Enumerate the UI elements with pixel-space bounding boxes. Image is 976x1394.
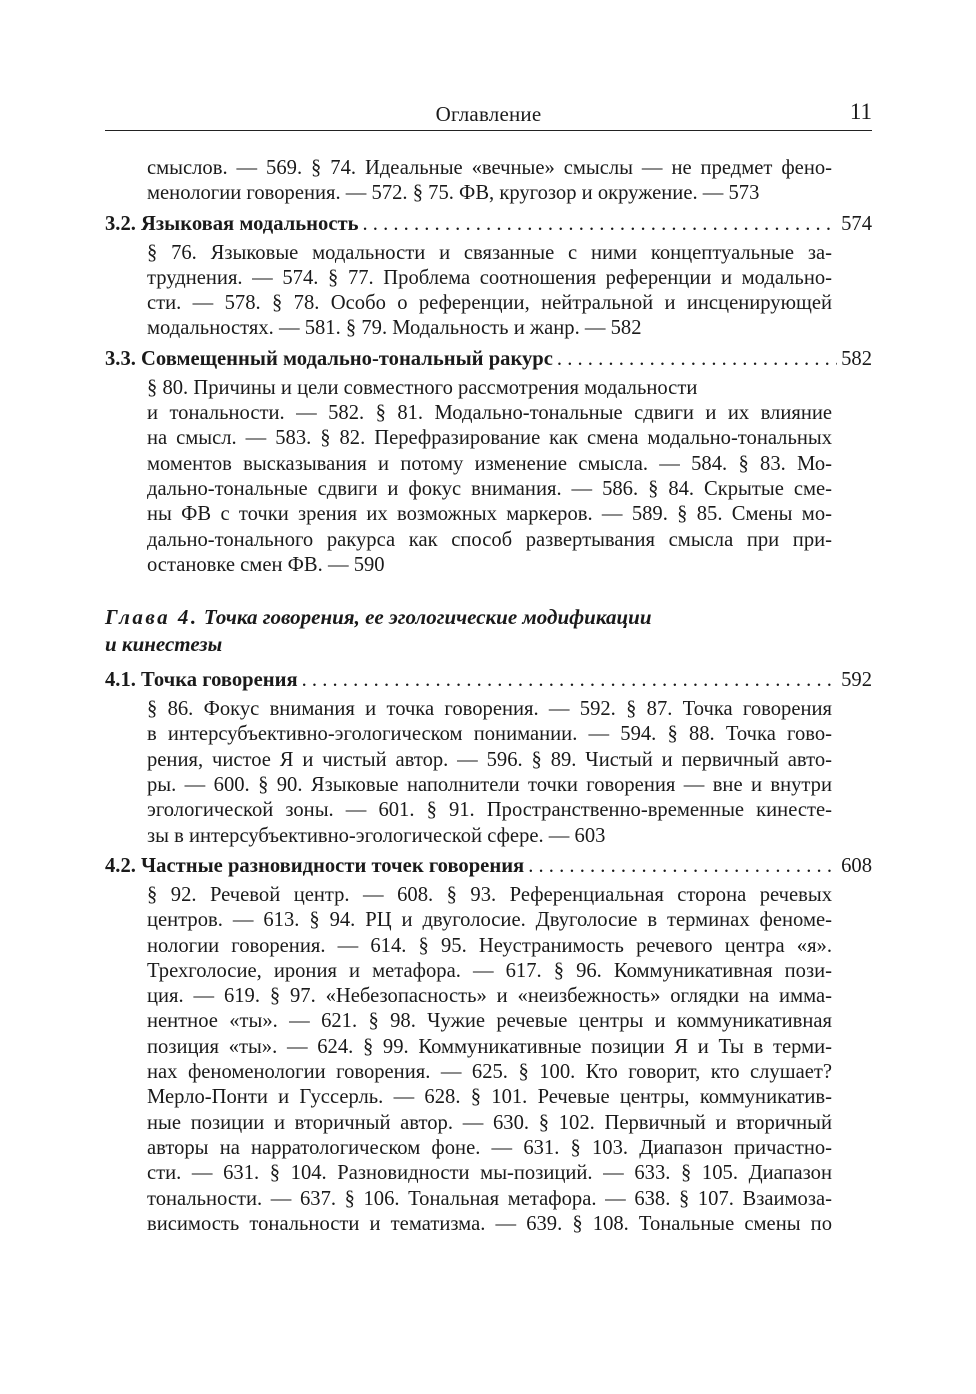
toc-line: рения, чистое Я и чистый автор. — 596. § 89. Чистый и первичный авто-	[147, 748, 832, 771]
toc-line: § 76. Языковые модальности и связанные с ними концептуальные за-	[147, 241, 832, 264]
section-title: 3.3. Совмещенный модально-тональный ракурс	[105, 347, 553, 370]
toc-section-3-2-content	[147, 241, 832, 342]
toc-section-4-2-content	[147, 883, 832, 1237]
toc-line: моментов высказывания и потому изменение смысла. — 584. § 83. Мо-	[147, 452, 832, 475]
toc-line: труднения. — 574. § 77. Проблема соотношения референции и модально-	[147, 266, 832, 289]
toc-section-4-1-content	[147, 697, 832, 849]
toc-section-4-2[interactable]	[105, 854, 872, 879]
toc-line: нентное «ты». — 621. § 98. Чужие речевые центры и коммуникативная	[147, 1010, 832, 1033]
toc-line: ры. — 600. § 90. Языковые наполнители точки говорения — вне и внутри	[147, 774, 832, 797]
dot-leader	[302, 668, 838, 693]
page-number: 11	[849, 99, 872, 124]
toc-line: и тональности. — 582. § 81. Модально-тональные сдвиги и их влияние	[147, 402, 832, 425]
chapter-title-line1: Точка говорения, ее эгологические модификации	[203, 605, 652, 630]
chapter-title-line2: и кинестезы	[105, 632, 223, 657]
toc-line: висимость тональности и тематизма. — 639. § 108. Тональные смены по	[147, 1212, 832, 1235]
toc-line: дально-тонального ракурса как способ развертывания смысла при при-	[147, 528, 832, 551]
toc-line: § 92. Речевой центр. — 608. § 93. Референциальная сторона речевых	[147, 883, 832, 906]
toc-line: зы в интерсубъективно-эгологической сфере. — 603	[147, 824, 606, 847]
section-page: 608	[841, 854, 872, 877]
dot-leader	[557, 347, 837, 372]
toc-section-3-3[interactable]	[105, 347, 872, 372]
toc-line: остановке смен ФВ. — 590	[147, 553, 385, 576]
toc-line: Мерло-Понти и Гуссерль. — 628. § 101. Речевые центры, коммуникатив-	[147, 1086, 832, 1109]
toc-line: авторы на нарратологическом фоне. — 631. § 103. Диапазон причастно-	[147, 1136, 832, 1159]
section-title: 4.2. Частные разновидности точек говорения	[105, 854, 525, 877]
toc-line: эгологической зоны. — 601. § 91. Пространственно-временные кинесте-	[147, 799, 832, 822]
toc-line: смыслов. — 569. § 74. Идеальные «вечные» смыслы — не предмет фено-	[147, 157, 832, 179]
dot-leader	[362, 212, 837, 237]
toc-line: дально-тональные сдвиги и фокус внимания. — 586. § 84. Скрытые сме-	[147, 477, 832, 500]
dot-leader	[528, 854, 837, 879]
section-page: 582	[841, 347, 872, 370]
toc-line: ция. — 619. § 97. «Небезопасность» и «неизбежность» оглядки на имма-	[147, 985, 832, 1008]
toc-section-4-1[interactable]	[105, 668, 872, 693]
toc-section-3-3-content	[147, 376, 832, 578]
toc-line: центров. — 613. § 94. РЦ и двуголосие. Двуголосие в терминах феноме-	[147, 909, 832, 932]
section-page: 574	[841, 212, 872, 235]
section-title: 4.1. Точка говорения	[105, 669, 298, 692]
toc-section-3-2[interactable]	[105, 212, 872, 237]
toc-line: позиция «ты». — 624. § 99. Коммуникативные позиции Я и Ты в терми-	[147, 1035, 832, 1058]
toc-line: нологии говорения. — 614. § 95. Неустранимость речевого центра «я».	[147, 934, 832, 957]
running-header-title: Оглавление	[435, 102, 542, 126]
toc-line: § 80. Причины и цели совместного рассмотрения модальности	[147, 376, 698, 399]
toc-entry-continuation	[147, 156, 832, 207]
section-page: 592	[841, 669, 872, 692]
toc-line: в интерсубъективно-эгологическом понимании. — 594. § 88. Точка гово-	[147, 723, 832, 746]
toc-line: тональности. — 637. § 106. Тональная метафора. — 638. § 107. Взаимоза-	[147, 1187, 832, 1210]
chapter-4-heading[interactable]	[105, 604, 872, 658]
chapter-label: Глава 4.	[105, 605, 199, 630]
toc-line: сти. — 578. § 78. Особо о референции, нейтральной и инсценирующей	[147, 292, 832, 315]
toc-line: ны ФВ с точки зрения их возможных маркеров. — 589. § 85. Смены мо-	[147, 503, 832, 526]
toc-line: сти. — 631. § 104. Разновидности мы-позиций. — 633. § 105. Диапазон	[147, 1162, 832, 1185]
toc-line: менологии говорения. — 572. § 75. ФВ, кругозор и окружение. — 573	[147, 182, 760, 205]
toc-line: нах феноменологии говорения. — 625. § 100. Кто говорит, кто слушает?	[147, 1061, 832, 1084]
toc-line: Трехголосие, ирония и метафора. — 617. § 96. Коммуникативная пози-	[147, 959, 832, 982]
running-header	[105, 96, 872, 131]
toc-line: § 86. Фокус внимания и точка говорения. — 592. § 87. Точка говорения	[147, 698, 832, 721]
table-of-contents	[105, 156, 872, 1237]
toc-line: ные позиции и вторичный автор. — 630. § 102. Первичный и вторичный	[147, 1111, 832, 1134]
toc-line: на смысл. — 583. § 82. Перефразирование как смена модально-тональных	[147, 427, 832, 450]
toc-line: модальностях. — 581. § 79. Модальность и жанр. — 582	[147, 317, 642, 340]
section-title: 3.2. Языковая модальность	[105, 212, 359, 235]
